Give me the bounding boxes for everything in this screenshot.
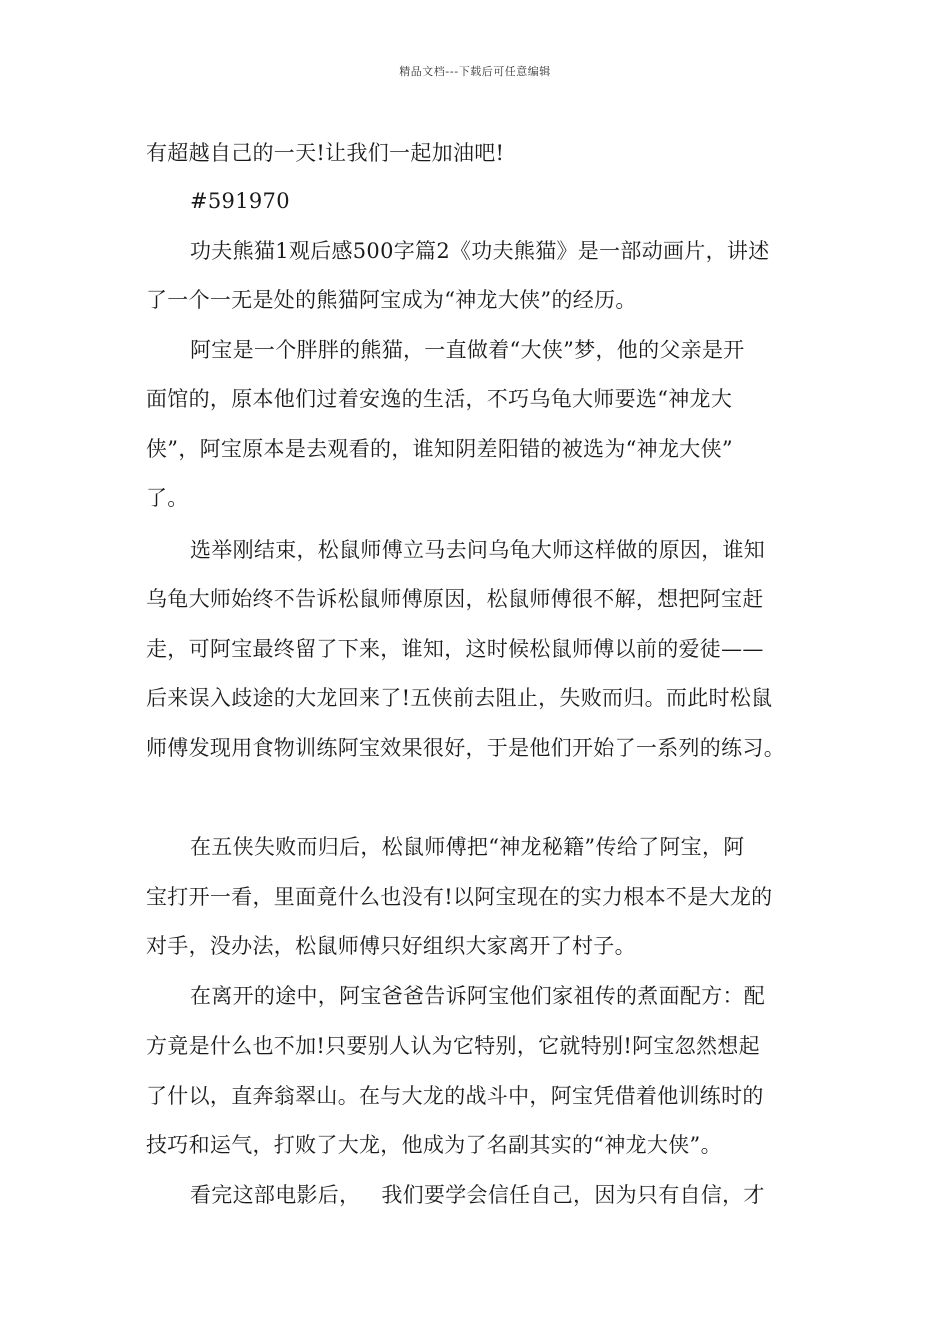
text-line: 了。 xyxy=(146,486,189,510)
page-header: 精品文档---下载后可任意编辑 xyxy=(399,65,551,78)
text-line: 侠”，阿宝原本是去观看的，谁知阴差阳错的被选为“神龙大侠” xyxy=(146,437,733,461)
text-line: 技巧和运气，打败了大龙，他成为了名副其实的“神龙大侠”。 xyxy=(146,1133,722,1157)
text-line: 在离开的途中，阿宝爸爸告诉阿宝他们家祖传的煮面配方：配 xyxy=(190,984,766,1008)
text-line: 阿宝是一个胖胖的熊猫，一直做着“大侠”梦，他的父亲是开 xyxy=(190,338,745,362)
text-line: 看完这部电影后， 我们要学会信任自己，因为只有自信，才 xyxy=(190,1183,765,1207)
text-line: 宝打开一看，里面竟什么也没有!以阿宝现在的实力根本不是大龙的 xyxy=(146,885,773,909)
text-line: 选举刚结束，松鼠师傅立马去问乌龟大师这样做的原因，谁知 xyxy=(190,538,766,562)
text-line: 师傅发现用食物训练阿宝效果很好，于是他们开始了一系列的练习。 xyxy=(146,736,785,760)
text-line: 乌龟大师始终不告诉松鼠师傅原因，松鼠师傅很不解，想把阿宝赶 xyxy=(146,587,764,611)
text-line: 走，可阿宝最终留了下来，谁知，这时候松鼠师傅以前的爱徒—— xyxy=(146,637,764,661)
text-line: 在五侠失败而归后，松鼠师傅把“神龙秘籍”传给了阿宝，阿 xyxy=(190,835,745,859)
text-line: 功夫熊猫1观后感500字篇2《功夫熊猫》是一部动画片，讲述 xyxy=(190,239,770,263)
text-line: 了什以，直奔翁翠山。在与大龙的战斗中，阿宝凭借着他训练时的 xyxy=(146,1084,764,1108)
text-line: 方竟是什么也不加!只要别人认为它特别，它就特别!阿宝忽然想起 xyxy=(146,1034,760,1058)
text-line-code: #591970 xyxy=(190,189,290,213)
text-line: 面馆的，原本他们过着安逸的生活，不巧乌龟大师要选“神龙大 xyxy=(146,387,733,411)
text-line: 了一个一无是处的熊猫阿宝成为“神龙大侠”的经历。 xyxy=(146,288,637,312)
text-line: 有超越自己的一天!让我们一起加油吧! xyxy=(146,141,505,165)
text-line: 后来误入歧途的大龙回来了!五侠前去阻止，失败而归。而此时松鼠 xyxy=(146,686,773,710)
text-line: 对手，没办法，松鼠师傅只好组织大家离开了村子。 xyxy=(146,934,636,958)
